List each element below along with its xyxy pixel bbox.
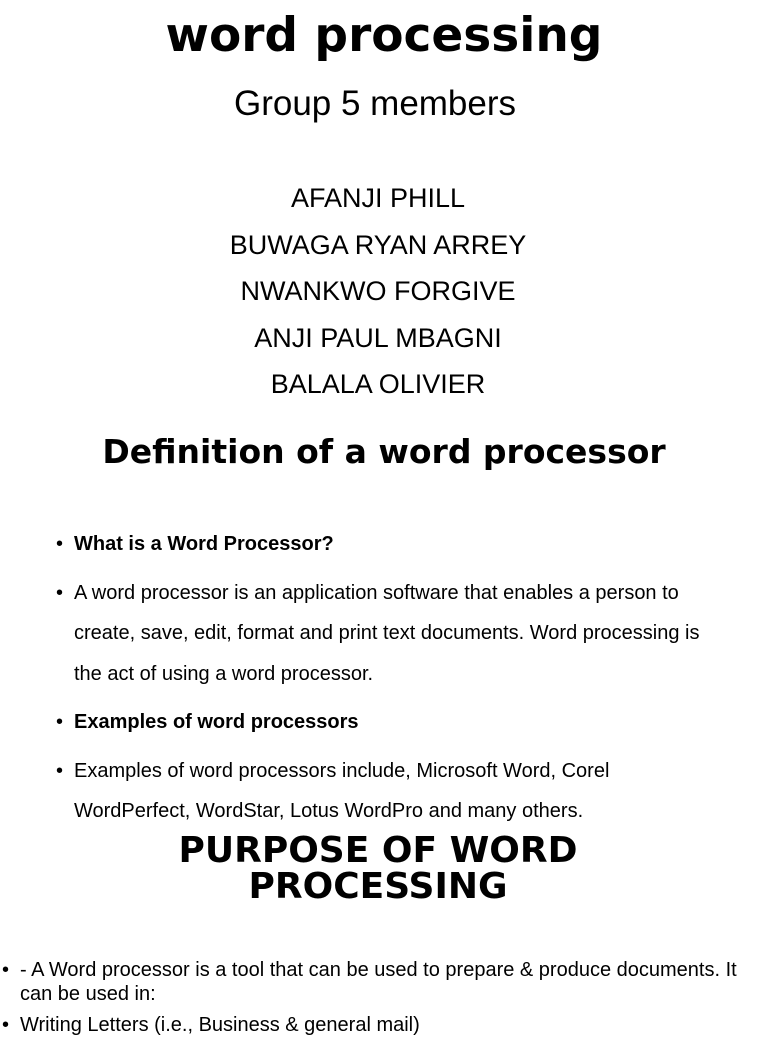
- list-item: [2, 958, 764, 1006]
- member-name: BUWAGA RYAN ARREY: [229, 229, 527, 260]
- purpose-heading-line2: PROCESSING: [248, 866, 508, 907]
- document-title: word processing: [165, 8, 603, 63]
- bullet-icon: •: [56, 759, 64, 782]
- bullet-icon: •: [2, 959, 10, 981]
- purpose-slide: [0, 830, 768, 1036]
- bullet-icon: •: [56, 581, 64, 604]
- definition-bullet-list: [56, 524, 716, 840]
- bullet-icon: •: [2, 1014, 10, 1036]
- member-list: [0, 178, 756, 411]
- list-item: [2, 1013, 764, 1037]
- purpose-heading-line1: PURPOSE OF WORD: [178, 830, 578, 871]
- list-item-text: Writing Letters (i.e., Business & general mail): [20, 1014, 420, 1036]
- list-item: [56, 702, 716, 743]
- bullet-icon: •: [56, 533, 64, 555]
- member-name: ANJI PAUL MBAGNI: [254, 322, 502, 353]
- definition-slide: [0, 420, 768, 848]
- list-item: [56, 524, 716, 565]
- title-slide: [0, 0, 768, 420]
- member-name: AFANJI PHILL: [290, 183, 466, 213]
- list-item: [56, 751, 716, 832]
- member-name: BALALA OLIVIER: [270, 369, 486, 399]
- list-item-text: Examples of word processors include, Microsoft Word, Corel WordPerfect, WordStar, Lotus WordPro and many others.: [74, 759, 610, 822]
- member-name: NWANKWO FORGIVE: [240, 276, 516, 306]
- bullet-icon: •: [56, 711, 64, 733]
- list-item-text: - A Word processor is a tool that can be used to prepare & produce documents. It can be used in:: [20, 959, 737, 1005]
- list-item-text: A word processor is an application software that enables a person to create, save, edit, format and print text documents. Word processing is the act of using a word processor.: [74, 581, 700, 685]
- list-item: [56, 573, 716, 695]
- definition-heading: Definition of a word processor: [102, 432, 666, 471]
- list-item-text: What is a Word Processor?: [74, 533, 334, 555]
- purpose-heading: [0, 830, 756, 907]
- purpose-bullet-list: [2, 958, 764, 1044]
- list-item-text: Examples of word processors: [74, 711, 359, 733]
- group-subtitle: Group 5 members: [233, 84, 517, 123]
